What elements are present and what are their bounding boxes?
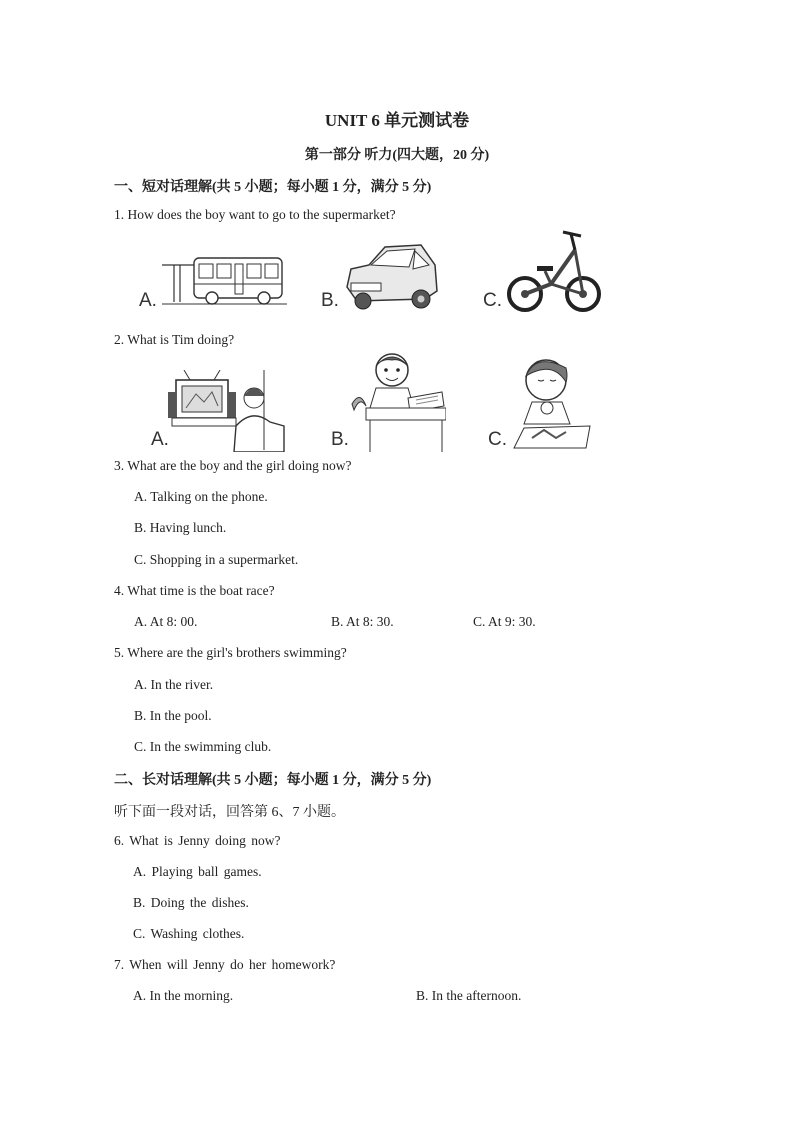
q7-option-b: B. In the afternoon.	[416, 988, 522, 1003]
page-title: UNIT 6 单元测试卷	[324, 111, 470, 130]
q4-option-c: C. At 9: 30.	[473, 614, 536, 629]
bicycle-icon[interactable]	[505, 226, 603, 314]
q1-option-a-label: A.	[139, 290, 157, 311]
car-icon[interactable]	[343, 243, 441, 313]
eating-icon[interactable]	[510, 352, 592, 450]
q7-option-a: A. In the morning.	[133, 988, 234, 1003]
reading-book-icon[interactable]	[350, 348, 446, 452]
q2-option-c-label: C.	[488, 429, 507, 450]
question-7: 7. When will Jenny do her homework?	[114, 957, 336, 972]
question-2: 2. What is Tim doing?	[114, 332, 235, 347]
question-5: 5. Where are the girl's brothers swimming?	[114, 645, 347, 660]
question-1: 1. How does the boy want to go to the supermarket?	[114, 207, 396, 222]
q5-option-c: C. In the swimming club.	[134, 739, 272, 754]
q6-option-b: B. Doing the dishes.	[133, 895, 249, 910]
q5-option-b: B. In the pool.	[134, 708, 212, 723]
q3-option-c: C. Shopping in a supermarket.	[134, 552, 299, 567]
q6-option-a: A. Playing ball games.	[133, 864, 262, 879]
q3-option-b: B. Having lunch.	[134, 520, 227, 535]
question-3: 3. What are the boy and the girl doing now?	[114, 458, 352, 473]
q3-option-a: A. Talking on the phone.	[134, 489, 268, 504]
q5-option-a: A. In the river.	[134, 677, 214, 692]
q1-option-c-label: C.	[483, 290, 502, 311]
q1-option-b-label: B.	[321, 290, 339, 311]
question-6: 6. What is Jenny doing now?	[114, 833, 281, 848]
watching-tv-icon[interactable]	[168, 370, 286, 452]
question-4: 4. What time is the boat race?	[114, 583, 275, 598]
part-subtitle: 第一部分 听力(四大题，20 分)	[304, 148, 490, 163]
section-heading-2: 二、长对话理解(共 5 小题；每小题 1 分，满分 5 分)	[114, 773, 432, 788]
q4-option-a: A. At 8: 00.	[134, 614, 198, 629]
q4-option-b: B. At 8: 30.	[331, 614, 394, 629]
section-instruction: 听下面一段对话，回答第 6、7 小题。	[114, 805, 345, 820]
q2-option-b-label: B.	[331, 429, 349, 450]
bus-icon[interactable]	[162, 256, 287, 306]
q6-option-c: C. Washing clothes.	[133, 926, 245, 941]
q2-option-a-label: A.	[151, 429, 169, 450]
section-heading-1: 一、短对话理解(共 5 小题；每小题 1 分，满分 5 分)	[114, 180, 432, 195]
